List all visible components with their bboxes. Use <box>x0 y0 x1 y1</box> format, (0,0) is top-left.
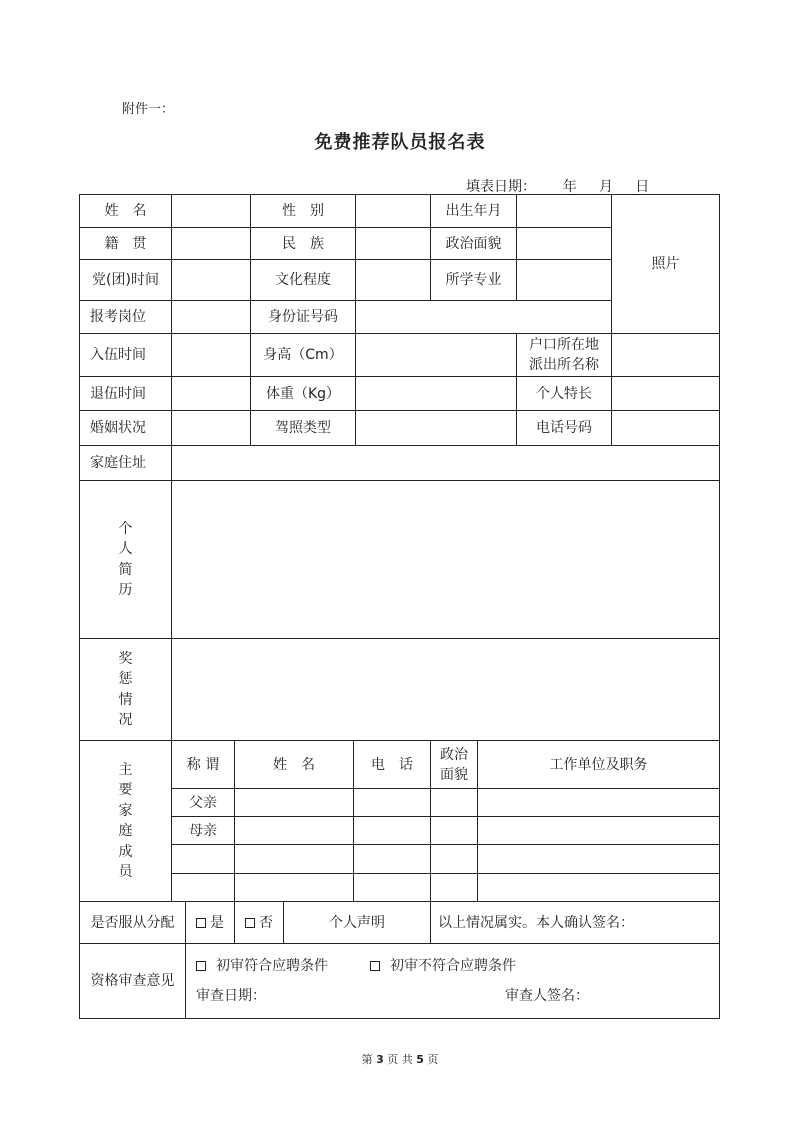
obey-no-label: 否 <box>259 914 273 931</box>
family-name-cell[interactable] <box>234 873 354 902</box>
label-review: 资格审查意见 <box>79 943 186 1019</box>
field-enlist-time[interactable] <box>171 333 251 377</box>
declaration-text[interactable]: 以上情况属实。本人确认签名： <box>430 901 720 944</box>
footer-total-pages: 5 <box>416 1053 424 1066</box>
family-name-cell[interactable] <box>234 844 354 874</box>
family-name-cell[interactable] <box>234 816 354 845</box>
label-declaration: 个人声明 <box>283 901 431 944</box>
label-awards-cell <box>79 638 172 741</box>
family-relation-cell: 母亲 <box>171 816 235 845</box>
family-work-cell[interactable] <box>477 788 720 817</box>
label-marital: 婚姻状况 <box>79 410 172 446</box>
field-address[interactable] <box>171 445 720 481</box>
review-content <box>186 956 719 1006</box>
family-relation-cell: 父亲 <box>171 788 235 817</box>
review-pass-label: 初审符合应聘条件 <box>216 958 328 974</box>
checkbox-icon[interactable] <box>370 961 380 971</box>
registration-form <box>79 194 720 1019</box>
field-major[interactable] <box>516 259 612 301</box>
review-fail-label: 初审不符合应聘条件 <box>390 958 516 974</box>
field-ethnicity[interactable] <box>355 227 431 260</box>
field-hukou-office[interactable] <box>611 333 720 377</box>
family-phone-cell[interactable] <box>353 844 431 874</box>
footer-page-number: 3 <box>376 1053 384 1066</box>
field-marital[interactable] <box>171 410 251 446</box>
label-party-time: 党(团)时间 <box>79 259 172 301</box>
label-discharge-time: 退伍时间 <box>79 376 172 411</box>
family-relation-cell[interactable] <box>171 844 235 874</box>
family-work-cell[interactable] <box>477 816 720 845</box>
field-id-number[interactable] <box>355 300 612 334</box>
label-education: 文化程度 <box>250 259 356 301</box>
fill-date-year: 年 <box>562 179 577 195</box>
label-political: 政治面貌 <box>430 227 517 260</box>
field-gender[interactable] <box>355 194 431 228</box>
fill-date-month: 月 <box>598 179 613 195</box>
review-sign-line <box>196 986 589 1006</box>
family-phone-cell[interactable] <box>353 873 431 902</box>
label-address: 家庭住址 <box>79 445 172 481</box>
field-party-time[interactable] <box>171 259 251 301</box>
family-header-work: 工作单位及职务 <box>477 740 720 789</box>
obey-no-option[interactable] <box>234 901 284 944</box>
family-name-cell[interactable] <box>234 788 354 817</box>
fill-date <box>466 176 649 196</box>
label-family: 主要家庭成员 <box>118 761 133 880</box>
fill-date-day: 日 <box>635 179 650 195</box>
footer-suffix: 页 <box>427 1053 439 1066</box>
label-height: 身高（Cm） <box>250 333 356 377</box>
attachment-label: 附件一： <box>122 102 175 117</box>
review-date-label: 审查日期： <box>196 988 266 1004</box>
obey-yes-option[interactable] <box>185 901 235 944</box>
field-resume[interactable] <box>171 480 720 639</box>
label-license: 驾照类型 <box>250 410 356 446</box>
family-political-cell[interactable] <box>430 844 478 874</box>
field-education[interactable] <box>355 259 431 301</box>
label-enlist-time: 入伍时间 <box>79 333 172 377</box>
family-political-cell[interactable] <box>430 816 478 845</box>
checkbox-icon[interactable] <box>196 961 206 971</box>
family-header-political: 政治面貌 <box>430 740 478 789</box>
family-header-relation: 称 谓 <box>171 740 235 789</box>
label-resume: 个人简历 <box>118 520 133 598</box>
family-phone-cell[interactable] <box>353 816 431 845</box>
label-native: 籍 贯 <box>79 227 172 260</box>
field-name[interactable] <box>171 194 251 228</box>
family-phone-cell[interactable] <box>353 788 431 817</box>
photo-box[interactable]: 照片 <box>611 194 720 334</box>
family-political-cell[interactable] <box>430 788 478 817</box>
label-family-cell <box>79 740 172 902</box>
checkbox-icon[interactable] <box>245 918 255 928</box>
label-hukou-office: 户口所在地派出所名称 <box>516 333 612 377</box>
field-birth[interactable] <box>516 194 612 228</box>
field-weight[interactable] <box>355 376 517 411</box>
field-specialty[interactable] <box>611 376 720 411</box>
label-major: 所学专业 <box>430 259 517 301</box>
label-phone: 电话号码 <box>516 410 612 446</box>
family-political-cell[interactable] <box>430 873 478 902</box>
checkbox-icon[interactable] <box>196 918 206 928</box>
fill-date-label: 填表日期： <box>466 179 536 195</box>
family-work-cell[interactable] <box>477 873 720 902</box>
footer-mid: 页 共 <box>387 1053 413 1066</box>
label-name: 姓 名 <box>79 194 172 228</box>
family-header-name: 姓 名 <box>234 740 354 789</box>
label-gender: 性 别 <box>250 194 356 228</box>
page-footer <box>0 1051 800 1067</box>
review-area <box>185 943 720 1019</box>
label-birth: 出生年月 <box>430 194 517 228</box>
obey-yes-label: 是 <box>210 914 224 931</box>
family-work-cell[interactable] <box>477 844 720 874</box>
field-native[interactable] <box>171 227 251 260</box>
label-weight: 体重（Kg） <box>250 376 356 411</box>
label-id-number: 身份证号码 <box>250 300 356 334</box>
footer-prefix: 第 <box>361 1053 373 1066</box>
reviewer-sign-label: 审查人签名： <box>505 988 589 1004</box>
label-specialty: 个人特长 <box>516 376 612 411</box>
field-license[interactable] <box>355 410 517 446</box>
label-resume-cell <box>79 480 172 639</box>
field-phone[interactable] <box>611 410 720 446</box>
label-ethnicity: 民 族 <box>250 227 356 260</box>
review-options <box>196 956 516 976</box>
label-awards: 奖惩情况 <box>118 650 133 728</box>
field-height[interactable] <box>355 333 517 377</box>
field-position[interactable] <box>171 300 251 334</box>
label-position: 报考岗位 <box>79 300 172 334</box>
field-discharge-time[interactable] <box>171 376 251 411</box>
family-header-phone: 电 话 <box>353 740 431 789</box>
label-obey: 是否服从分配 <box>79 901 186 944</box>
field-political[interactable] <box>516 227 612 260</box>
field-awards[interactable] <box>171 638 720 741</box>
form-title: 免费推荐队员报名表 <box>314 132 486 153</box>
family-relation-cell[interactable] <box>171 873 235 902</box>
